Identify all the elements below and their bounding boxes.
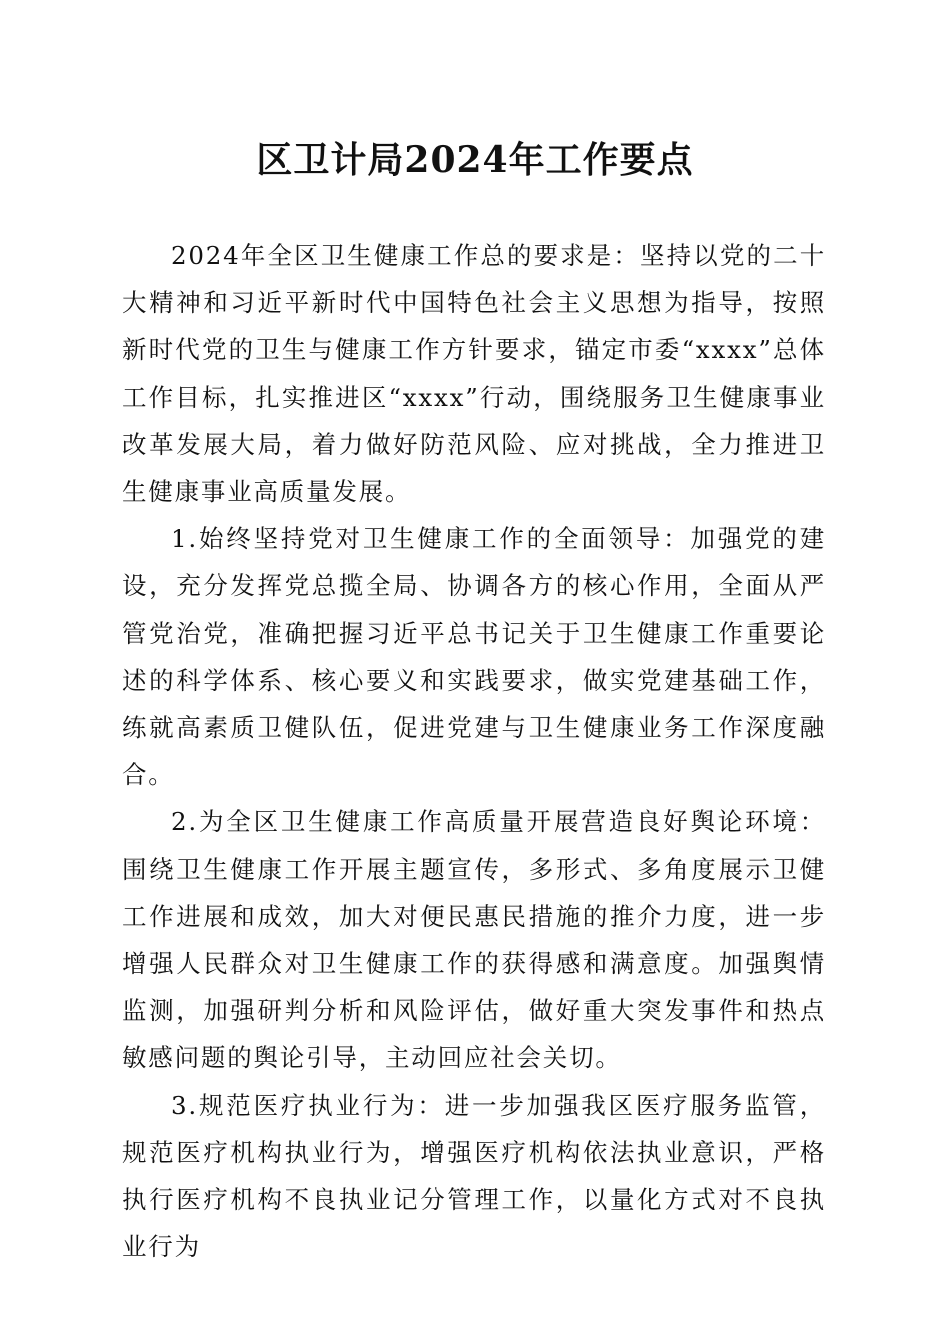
paragraph-item-2: 2.为全区卫生健康工作高质量开展营造良好舆论环境：围绕卫生健康工作开展主题宣传，多形式、多角度展示卫健工作进展和成效，加大对便民惠民措施的推介力度，进一步增强人民群众对卫生健康工作的获得感和满意度。加强舆情监测，加强研判分析和风险评估，做好重大突发事件和热点敏感问题的舆论引导，主动回应社会关切。 — [122, 807, 826, 1073]
document-body — [122, 232, 826, 1270]
paragraph-intro: 2024年全区卫生健康工作总的要求是：坚持以党的二十大精神和习近平新时代中国特色社会主义思想为指导，按照新时代党的卫生与健康工作方针要求，锚定市委“xxxx”总体工作目标，扎实推进区“xxxx”行动，围绕服务卫生健康事业改革发展大局，着力做好防范风险、应对挑战，全力推进卫生健康事业高质量发展。 — [122, 241, 826, 507]
document-title: 区卫计局2024年工作要点 — [256, 139, 694, 181]
paragraph-item-3: 3.规范医疗执业行为：进一步加强我区医疗服务监管，规范医疗机构执业行为，增强医疗机构依法执业意识，严格执行医疗机构不良执业记分管理工作，以量化方式对不良执业行为 — [122, 1090, 826, 1262]
paragraph-item-1: 1.始终坚持党对卫生健康工作的全面领导：加强党的建设，充分发挥党总揽全局、协调各方的核心作用，全面从严管党治党，准确把握习近平总书记关于卫生健康工作重要论述的科学体系、核心要义和实践要求，做实党建基础工作，练就高素质卫健队伍，促进党建与卫生健康业务工作深度融合。 — [122, 524, 826, 790]
